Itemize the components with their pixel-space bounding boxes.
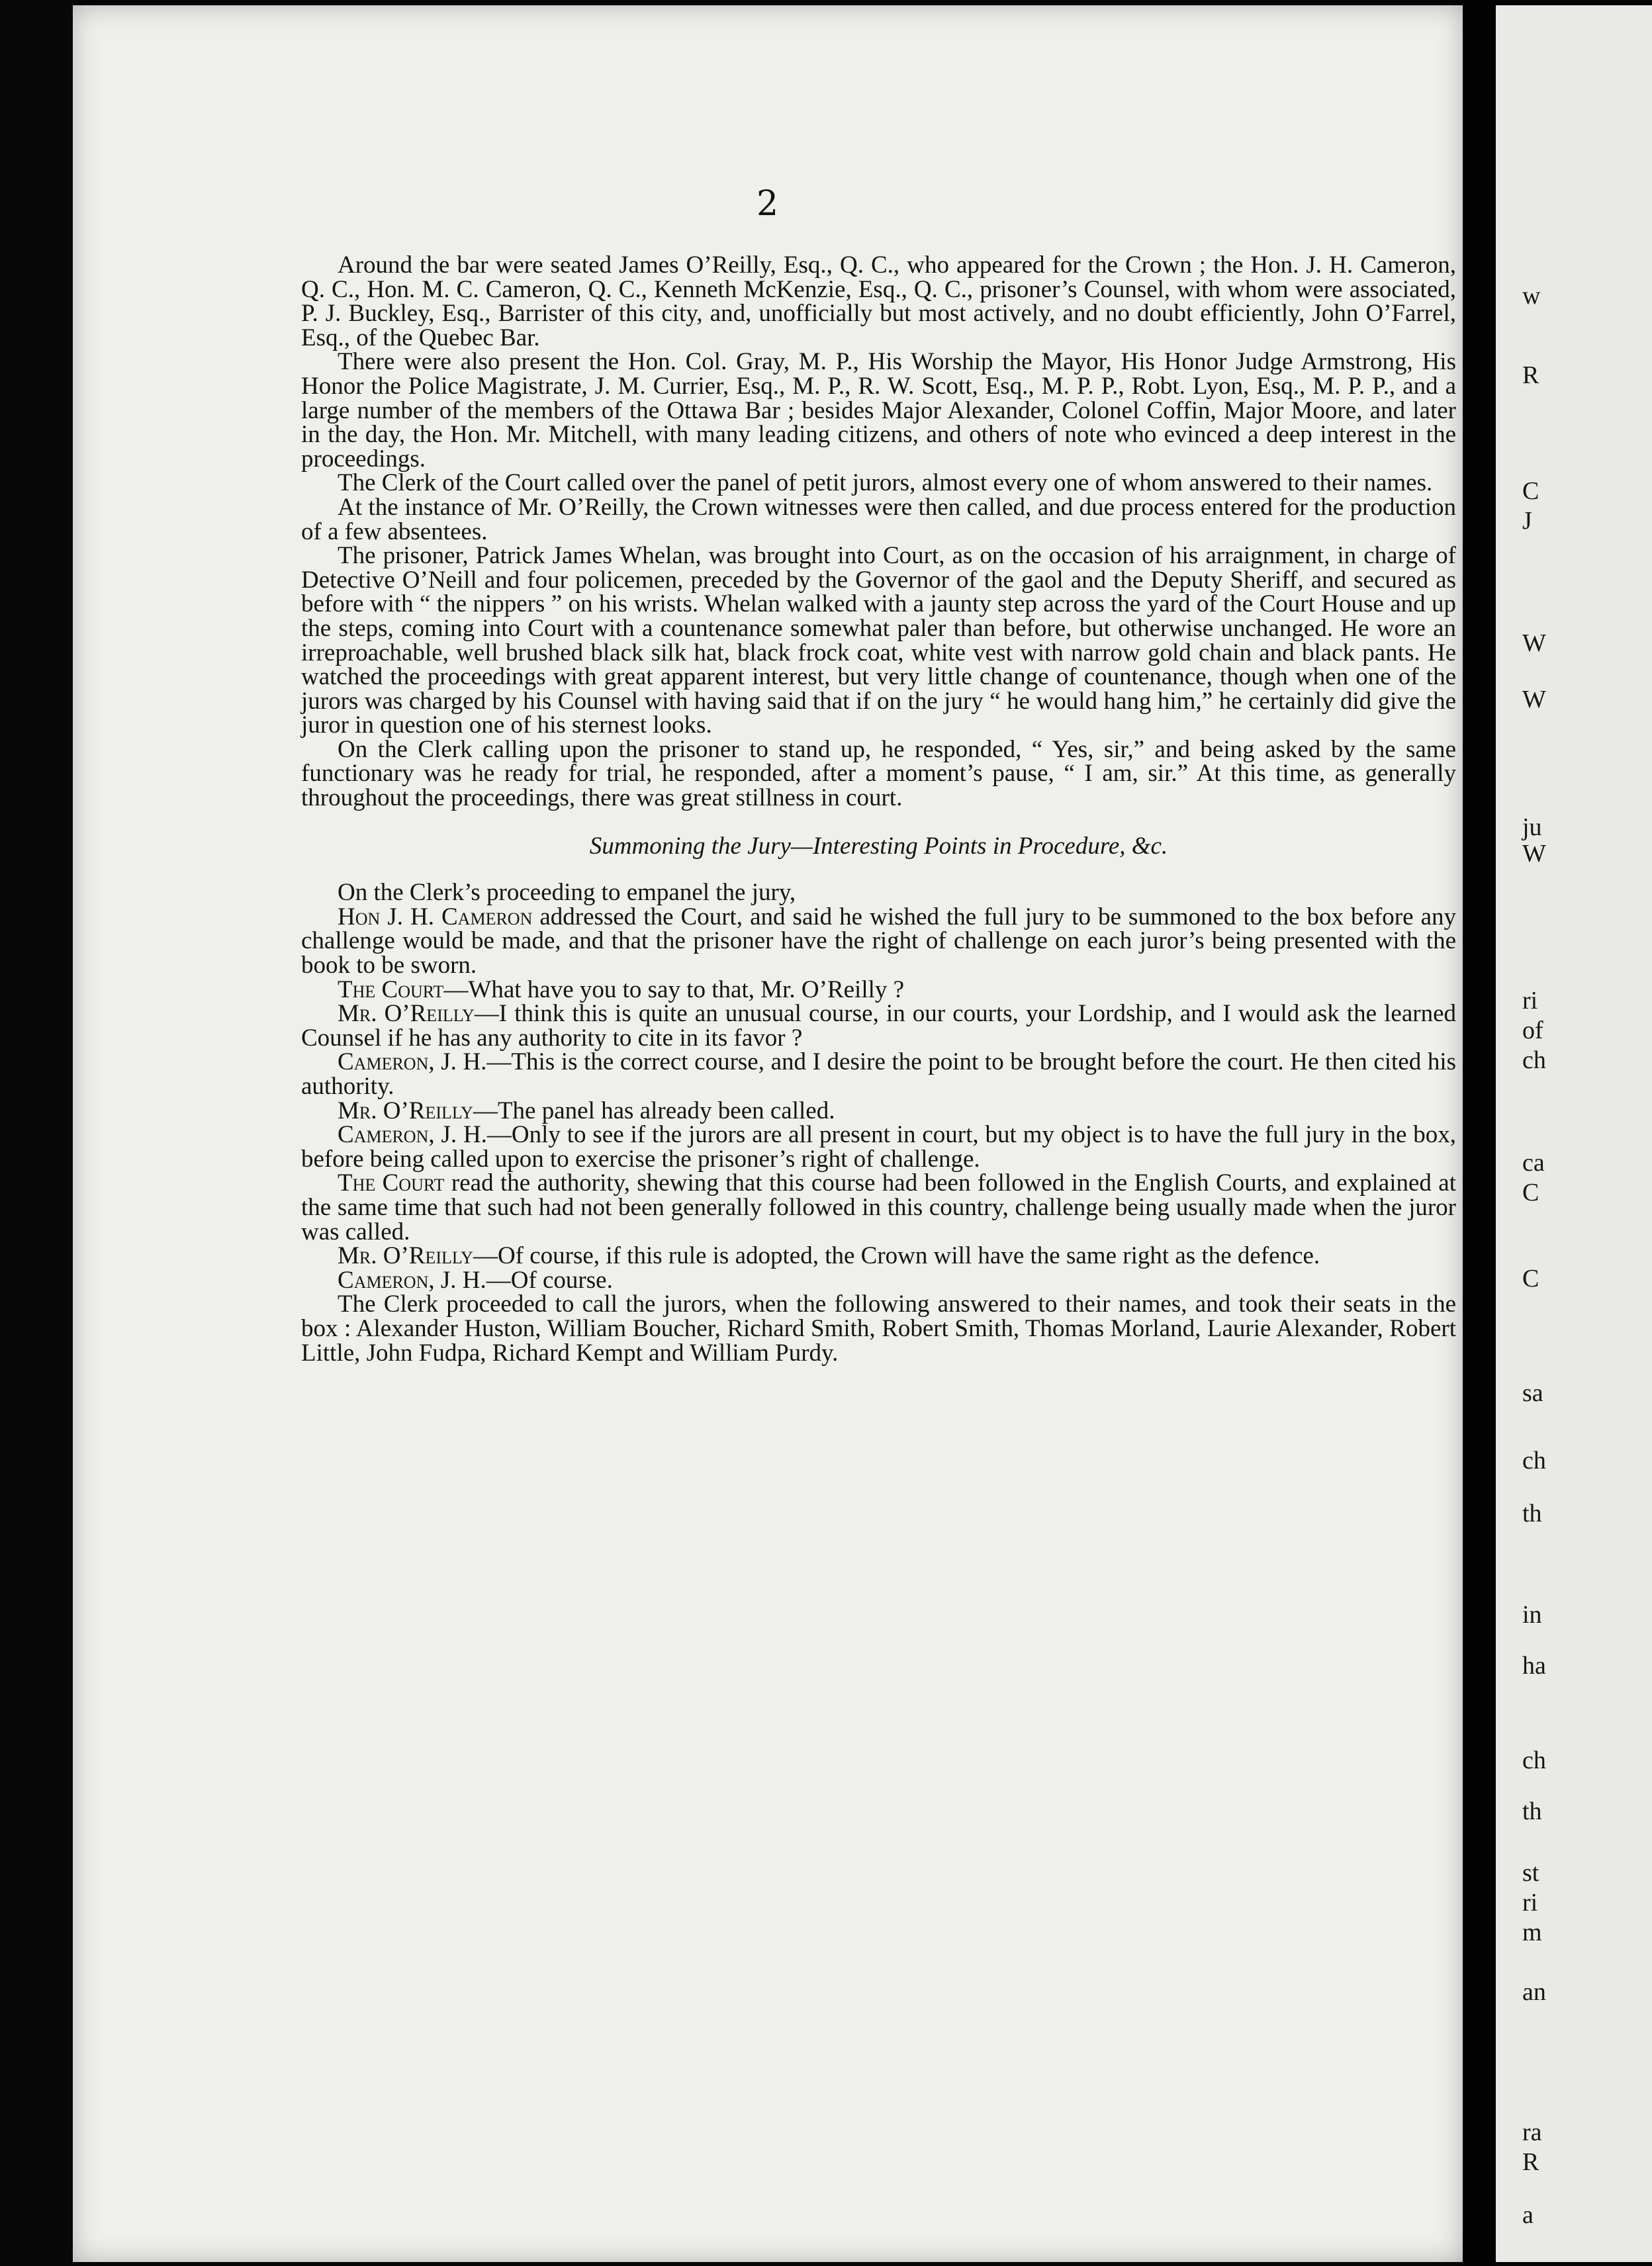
fragment-text: th: [1522, 1797, 1542, 1825]
exchange-line: [301, 1244, 1456, 1269]
page-body: [301, 253, 1456, 1365]
exchange-text: —Only to see if the jurors are all present in court, but my object is to have the full jury in the box, before being called upon to exercise the prisoner’s right of challenge.: [301, 1121, 1456, 1173]
exchange-text: —Of course, if this rule is adopted, the Crown will have the same right as the defence.: [473, 1242, 1320, 1270]
fragment-text: C: [1522, 477, 1539, 505]
page-gutter: [1463, 0, 1496, 2266]
speaker-name: Mr. O’Reilly: [338, 1000, 475, 1028]
fragment-text: ch: [1522, 1447, 1546, 1474]
fragment-text: C: [1522, 1179, 1539, 1206]
exchange-line: [301, 1099, 1456, 1124]
fragment-text: w: [1522, 282, 1541, 310]
fragment-text: W: [1522, 686, 1546, 713]
speaker-name: The Court: [338, 975, 444, 1003]
speaker-name: Cameron, J. H.: [338, 1266, 486, 1294]
fragment-text: a: [1522, 2201, 1534, 2229]
speaker-name: Mr. O’Reilly: [338, 1097, 473, 1124]
fragment-text: m: [1522, 1919, 1542, 1946]
speaker-name: Cameron, J. H.: [338, 1121, 487, 1149]
fragment-text: W: [1522, 629, 1546, 657]
fragment-text: ri: [1522, 1889, 1538, 1917]
fragment-text: th: [1522, 1500, 1542, 1527]
exchange-text: —Of course.: [486, 1266, 613, 1294]
exchange-line: [301, 1292, 1456, 1365]
fragment-text: W: [1522, 840, 1546, 868]
exchange-text: —This is the correct course, and I desire the point to be brought before the court. He then cited his authority.: [301, 1048, 1456, 1100]
fragment-text: ha: [1522, 1652, 1546, 1680]
paragraph-panel: The Clerk of the Court called over the panel of petit jurors, almost every one of whom answered to their names.: [338, 469, 1433, 497]
fragment-text: st: [1522, 1859, 1539, 1887]
fragment-text: of: [1522, 1017, 1543, 1044]
exchange-text: —I think this is quite an unusual course, in our courts, your Lordship, and I would ask the learned Counsel if he has any authority to cite in its favor ?: [301, 1000, 1456, 1052]
exchange-line: [301, 881, 1456, 905]
fragment-text: ca: [1522, 1149, 1545, 1177]
speaker-name: Hon J. H. Cameron: [338, 903, 533, 930]
exchange-text: On the Clerk’s proceeding to empanel the jury,: [338, 879, 796, 907]
fragment-text: ch: [1522, 1046, 1546, 1074]
speaker-name: The Court: [338, 1169, 445, 1197]
exchange-line: [301, 1171, 1456, 1244]
section-heading: Summoning the Jury—Interesting Points in Procedure, &c.: [589, 832, 1168, 860]
exchange-line: [301, 1002, 1456, 1050]
fragment-text: in: [1522, 1601, 1542, 1629]
exchange-line: [301, 905, 1456, 978]
scan-border-left: [0, 0, 73, 2266]
document-page: [73, 5, 1463, 2262]
paragraph-witnesses: At the instance of Mr. O’Reilly, the Crown witnesses were then called, and due process entered for the production of a few absentees.: [301, 493, 1456, 545]
fragment-text: ju: [1522, 813, 1542, 841]
fragment-text: ri: [1522, 987, 1538, 1015]
exchange-line: [301, 975, 1456, 1003]
paragraph-counsel: Around the bar were seated James O’Reilly, Esq., Q. C., who appeared for the Crown ; the Hon. J. H. Cameron, Q. C., Hon. M. C. Cameron, Q. C., Kenneth McKenzie, Esq., Q. C., prisoner’s Counsel, with whom were associated, P. J. Buckley, Esq., Barrister of this city, and, unofficially but most actively, and no doubt efficiently, John O’Farrel, Esq., of the Quebec Bar.: [301, 251, 1456, 351]
exchange-text: addressed the Court, and said he wished the full jury to be summoned to the box before any challenge would be made, and that the prisoner have the right of challenge on each juror’s being presented with the book to be sworn.: [301, 903, 1456, 979]
speaker-name: Mr. O’Reilly: [338, 1242, 473, 1270]
fragment-text: J: [1522, 507, 1532, 535]
paragraph-plea: On the Clerk calling upon the prisoner to stand up, he responded, “ Yes, sir,” and being asked by the same functionary was he ready for trial, he responded, after a moment’s pause, “ I am, sir.” At this time, as generally throughout the proceedings, there was great stillness in court.: [301, 735, 1456, 812]
fragment-text: ch: [1522, 1746, 1546, 1774]
exchange-text: —What have you to say to that, Mr. O’Reilly ?: [443, 975, 905, 1003]
adjacent-page-edge: [1496, 5, 1652, 2262]
exchange-text: —The panel has already been called.: [473, 1097, 835, 1124]
fragment-text: an: [1522, 1978, 1546, 2006]
paragraph-dignitaries: There were also present the Hon. Col. Gray, M. P., His Worship the Mayor, His Honor Judge Armstrong, His Honor the Police Magistrate, J. M. Currier, Esq., M. P., R. W. Scott, Esq., M. P. P., Robt. Lyon, Esq., M. P. P., and a large number of the members of the Ottawa Bar ; besides Major Alexander, Colonel Coffin, Major Moore, and later in the day, the Hon. Mr. Mitchell, with many leading citizens, and others of note who evinced a deep interest in the proceedings.: [301, 348, 1456, 473]
exchange-line: [301, 1266, 1456, 1294]
fragment-text: sa: [1522, 1379, 1543, 1407]
exchange-text: read the authority, shewing that this course had been followed in the English Courts, and explained at the same time that such had not been generally followed in this country, challenge being usually made when the juror was called.: [301, 1169, 1456, 1246]
paragraph-prisoner: The prisoner, Patrick James Whelan, was brought into Court, as on the occasion of his arraignment, in charge of Detective O’Neill and four policemen, preceded by the Governor of the gaol and the Deputy Sheriff, and secured as before with “ the nippers ” on his wrists. Whelan walked with a jaunty step across the yard of the Court House and up the steps, coming into Court with a countenance somewhat paler than before, but otherwise unchanged. He wore an irreproachable, well brushed black silk hat, black frock coat, white vest with narrow gold chain and black pants. He watched the proceedings with great apparent interest, but very little change of countenance, though when one of the jurors was charged by his Counsel with having said that if on the jury “ he would hang him,” he certainly did give the juror in question one of his sternest looks.: [301, 542, 1456, 739]
fragment-text: R: [1522, 2148, 1539, 2176]
exchange-line: [301, 1123, 1456, 1171]
speaker-name: Cameron, J. H.: [338, 1048, 487, 1076]
fragment-text: ra: [1522, 2118, 1542, 2146]
fragment-text: R: [1522, 361, 1539, 389]
exchange-text: The Clerk proceeded to call the jurors, when the following answered to their names, and took their seats in the box : Alexander Huston, William Boucher, Richard Smith, Robert Smith, Thomas Morland, Laurie Alexander, Robert Little, John Fudpa, Richard Kempt and William Purdy.: [301, 1291, 1456, 1367]
page-number: 2: [756, 184, 780, 224]
exchange-line: [301, 1050, 1456, 1099]
fragment-text: C: [1522, 1265, 1539, 1292]
